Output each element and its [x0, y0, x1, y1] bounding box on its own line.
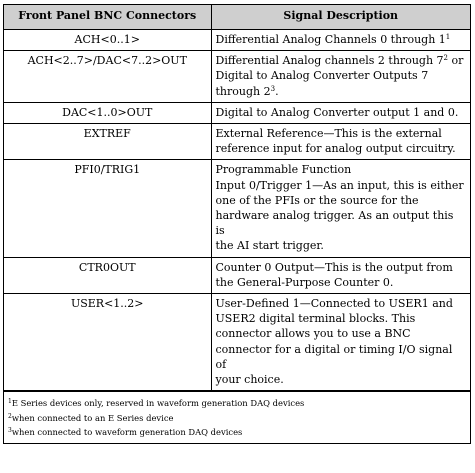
description-text: Digital to Analog Converter output 1 and 0. — [215, 105, 459, 119]
connector-name: CTR0OUT — [4, 257, 211, 293]
table-row — [4, 124, 470, 160]
header-connectors: Front Panel BNC Connectors — [4, 5, 211, 30]
description-line — [216, 238, 467, 253]
table-header-row — [4, 5, 470, 30]
description-text: Input 0/Trigger 1—As an input, this is either — [215, 178, 464, 192]
footnote-marker: 1 — [445, 33, 451, 41]
description-line — [216, 178, 467, 193]
connector-table-container — [3, 4, 471, 444]
description-text: one of the PFIs or the source for the — [215, 193, 419, 207]
description-line — [216, 53, 467, 68]
signal-description — [211, 124, 470, 160]
connector-name: EXTREF — [4, 124, 211, 160]
description-line — [216, 311, 467, 326]
footnote-text: E Series devices only, reserved in waveform generation DAQ devices — [11, 398, 305, 409]
description-line — [216, 162, 467, 177]
footnotes — [4, 391, 470, 443]
signal-description — [211, 160, 470, 257]
footnote-mark: 1 — [8, 398, 12, 406]
footnote — [8, 411, 466, 426]
description-text: Programmable Function — [215, 163, 352, 177]
description-line — [216, 275, 467, 290]
footnote — [8, 425, 466, 440]
description-text: Differential Analog channels 2 through 7 — [215, 54, 444, 68]
table-body — [4, 30, 470, 391]
signal-description — [211, 30, 470, 51]
description-text: the General-Purpose Counter 0. — [215, 275, 394, 289]
description-line — [216, 326, 467, 341]
description-line — [216, 342, 467, 372]
header-signal-description: Signal Description — [211, 5, 470, 30]
description-text: through 2 — [215, 84, 271, 98]
description-line — [216, 208, 467, 238]
description-text: hardware analog trigger. As an output this is — [215, 209, 454, 238]
description-text: connector allows you to use a BNC — [215, 327, 411, 341]
description-line — [216, 141, 467, 156]
description-line — [216, 260, 467, 275]
description-line — [216, 105, 467, 120]
connector-name: DAC<1..0>OUT — [4, 102, 211, 123]
connector-table — [4, 5, 470, 391]
description-text-after: . — [275, 84, 279, 98]
signal-description — [211, 102, 470, 123]
footnote-marker: 3 — [270, 84, 276, 93]
description-text: the AI start trigger. — [215, 239, 324, 253]
signal-description — [211, 51, 470, 103]
description-line — [216, 32, 467, 47]
description-line — [216, 372, 467, 387]
table-row — [4, 30, 470, 51]
connector-name: ACH<2..7>/DAC<7..2>OUT — [4, 51, 211, 103]
table-row — [4, 51, 470, 103]
description-line — [216, 126, 467, 141]
description-text: Counter 0 Output—This is the output from — [215, 260, 453, 274]
connector-name: USER<1..2> — [4, 294, 211, 391]
description-text: your choice. — [215, 373, 284, 387]
table-row — [4, 294, 470, 391]
signal-description — [211, 294, 470, 391]
description-line — [216, 296, 467, 311]
footnote-mark: 3 — [8, 427, 12, 435]
description-text: connector for a digital or timing I/O signal of — [215, 342, 453, 371]
description-line — [216, 193, 467, 208]
table-row — [4, 257, 470, 293]
table-row — [4, 160, 470, 257]
description-text-after: or — [448, 54, 464, 68]
description-text: Differential Analog Channels 0 through 1 — [215, 33, 446, 46]
signal-description — [211, 257, 470, 293]
table-row — [4, 102, 470, 123]
footnote-marker: 2 — [443, 54, 448, 63]
description-text: External Reference—This is the external — [215, 127, 442, 141]
description-line — [216, 84, 467, 99]
description-text: Digital to Analog Converter Outputs 7 — [215, 69, 429, 83]
description-text: User-Defined 1—Connected to USER1 and — [215, 297, 453, 311]
footnote-text: when connected to an E Series device — [11, 412, 174, 423]
footnote-mark: 2 — [8, 412, 12, 420]
footnote — [8, 396, 466, 411]
description-line — [216, 68, 467, 83]
description-text: USER2 digital terminal blocks. This — [215, 312, 416, 326]
connector-name: PFI0/TRIG1 — [4, 160, 211, 257]
connector-name: ACH<0..1> — [4, 30, 211, 51]
footnote-text: when connected to waveform generation DAQ devices — [11, 427, 243, 438]
description-text: reference input for analog output circuitry. — [215, 142, 456, 156]
